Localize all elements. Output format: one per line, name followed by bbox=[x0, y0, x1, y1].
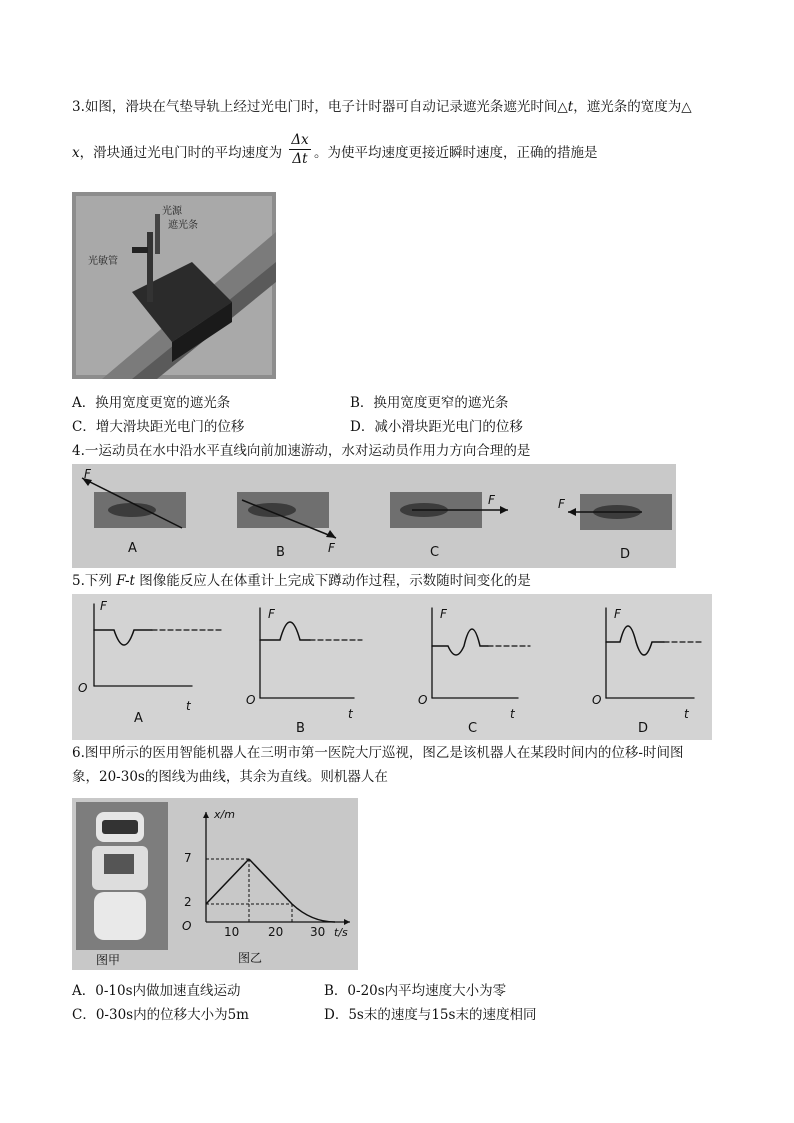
q3-stem-line2a: ，滑块通过光电门时的平均速度为 bbox=[79, 145, 283, 161]
q6-xtick-10: 10 bbox=[224, 925, 240, 939]
q5-choice-a: A bbox=[134, 711, 143, 726]
q3-frac-den: Δt bbox=[292, 151, 308, 167]
q3-stem-part2: ，遮光条的宽度为△ bbox=[573, 99, 692, 115]
q6-caption-left: 图甲 bbox=[96, 953, 121, 967]
q4-d-force-label: F bbox=[558, 497, 565, 511]
q6-ytick-2: 2 bbox=[184, 895, 192, 909]
q5-ft-graphs-figure bbox=[72, 594, 712, 740]
q6-option-b: B．0-20s内平均速度大小为零 bbox=[324, 983, 507, 999]
q3-label-light: 光源 bbox=[162, 206, 182, 217]
q6-stem-line1: 6.图甲所示的医用智能机器人在三明市第一医院大厅巡视，图乙是该机器人在某段时间内的位移-时间图 bbox=[72, 745, 684, 761]
q3-stem-part1: 3.如图，滑块在气垫导轨上经过光电门时，电子计时器可自动记录遮光条遮光时间 bbox=[72, 99, 558, 115]
q5-b-axis-x: t bbox=[348, 707, 353, 721]
q4-swimmer-figure bbox=[72, 464, 676, 568]
q5-d-axis-x: t bbox=[684, 707, 689, 721]
q3-label-strip: 遮光条 bbox=[168, 220, 198, 231]
q5-stem-var: F-t bbox=[116, 573, 135, 589]
q3-delta-t: △t bbox=[557, 99, 574, 115]
q3-stem-line1 bbox=[72, 98, 692, 116]
q5-stem-b: 图像能反应人在体重计上完成下蹲动作过程，示数随时间变化的是 bbox=[139, 573, 531, 589]
q5-a-origin: O bbox=[78, 681, 88, 695]
q5-choice-b: B bbox=[296, 721, 305, 736]
q3-stem-line2 bbox=[72, 144, 282, 162]
q5-c-axis-y: F bbox=[440, 607, 447, 621]
q3-option-b: B．换用宽度更窄的遮光条 bbox=[350, 395, 509, 411]
q6-graph-ylabel: x/m bbox=[214, 808, 235, 821]
q5-a-axis-x: t bbox=[186, 699, 191, 713]
q3-var-x: x bbox=[72, 145, 80, 161]
q3-option-a: A．换用宽度更宽的遮光条 bbox=[72, 395, 231, 411]
q3-air-track-photo bbox=[72, 192, 276, 379]
q5-b-origin: O bbox=[246, 693, 256, 707]
q4-c-force-label: F bbox=[488, 493, 495, 507]
q6-option-c: C．0-30s内的位移大小为5m bbox=[72, 1007, 249, 1023]
q6-xtick-20: 20 bbox=[268, 925, 284, 939]
q3-frac-num: Δx bbox=[289, 131, 311, 150]
q6-robot-figure bbox=[72, 798, 358, 970]
q5-c-axis-x: t bbox=[510, 707, 515, 721]
q5-choice-d: D bbox=[638, 721, 649, 736]
q6-option-d: D．5s末的速度与15s末的速度相同 bbox=[324, 1007, 537, 1023]
q3-stem-line2b: 。为使平均速度更接近瞬时速度，正确的措施是 bbox=[314, 145, 598, 161]
q6-xtick-30: 30 bbox=[310, 925, 326, 939]
q4-stem: 4.一运动员在水中沿水平直线向前加速游动，水对运动员作用力方向合理的是 bbox=[72, 443, 531, 459]
q3-option-d: D．减小滑块距光电门的位移 bbox=[350, 419, 523, 435]
q4-a-force-label: F bbox=[84, 467, 91, 481]
q5-c-origin: O bbox=[418, 693, 428, 707]
q6-stem-line2: 象，20-30s的图线为曲线，其余为直线。则机器人在 bbox=[72, 769, 388, 785]
q3-option-c: C．增大滑块距光电门的位移 bbox=[72, 419, 245, 435]
q4-choice-d: D bbox=[620, 547, 631, 562]
q4-choice-c: C bbox=[430, 545, 440, 560]
q4-b-force-label: F bbox=[328, 541, 335, 555]
q5-b-axis-y: F bbox=[268, 607, 275, 621]
q6-caption-right: 图乙 bbox=[238, 951, 263, 965]
q6-ytick-7: 7 bbox=[184, 851, 192, 865]
q5-d-origin: O bbox=[592, 693, 602, 707]
q5-stem-a: 5.下列 bbox=[72, 573, 112, 589]
q6-graph-xlabel: t/s bbox=[334, 926, 348, 939]
q5-d-axis-y: F bbox=[614, 607, 621, 621]
q5-stem bbox=[72, 572, 531, 590]
q5-a-axis-y: F bbox=[100, 599, 107, 613]
q4-choice-b: B bbox=[276, 545, 285, 560]
q6-option-a: A．0-10s内做加速直线运动 bbox=[72, 983, 241, 999]
q6-graph-origin: O bbox=[182, 919, 192, 933]
q5-choice-c: C bbox=[468, 721, 478, 736]
q3-fraction bbox=[289, 131, 311, 168]
q3-label-sensor: 光敏管 bbox=[88, 256, 118, 267]
q4-choice-a: A bbox=[128, 541, 137, 556]
